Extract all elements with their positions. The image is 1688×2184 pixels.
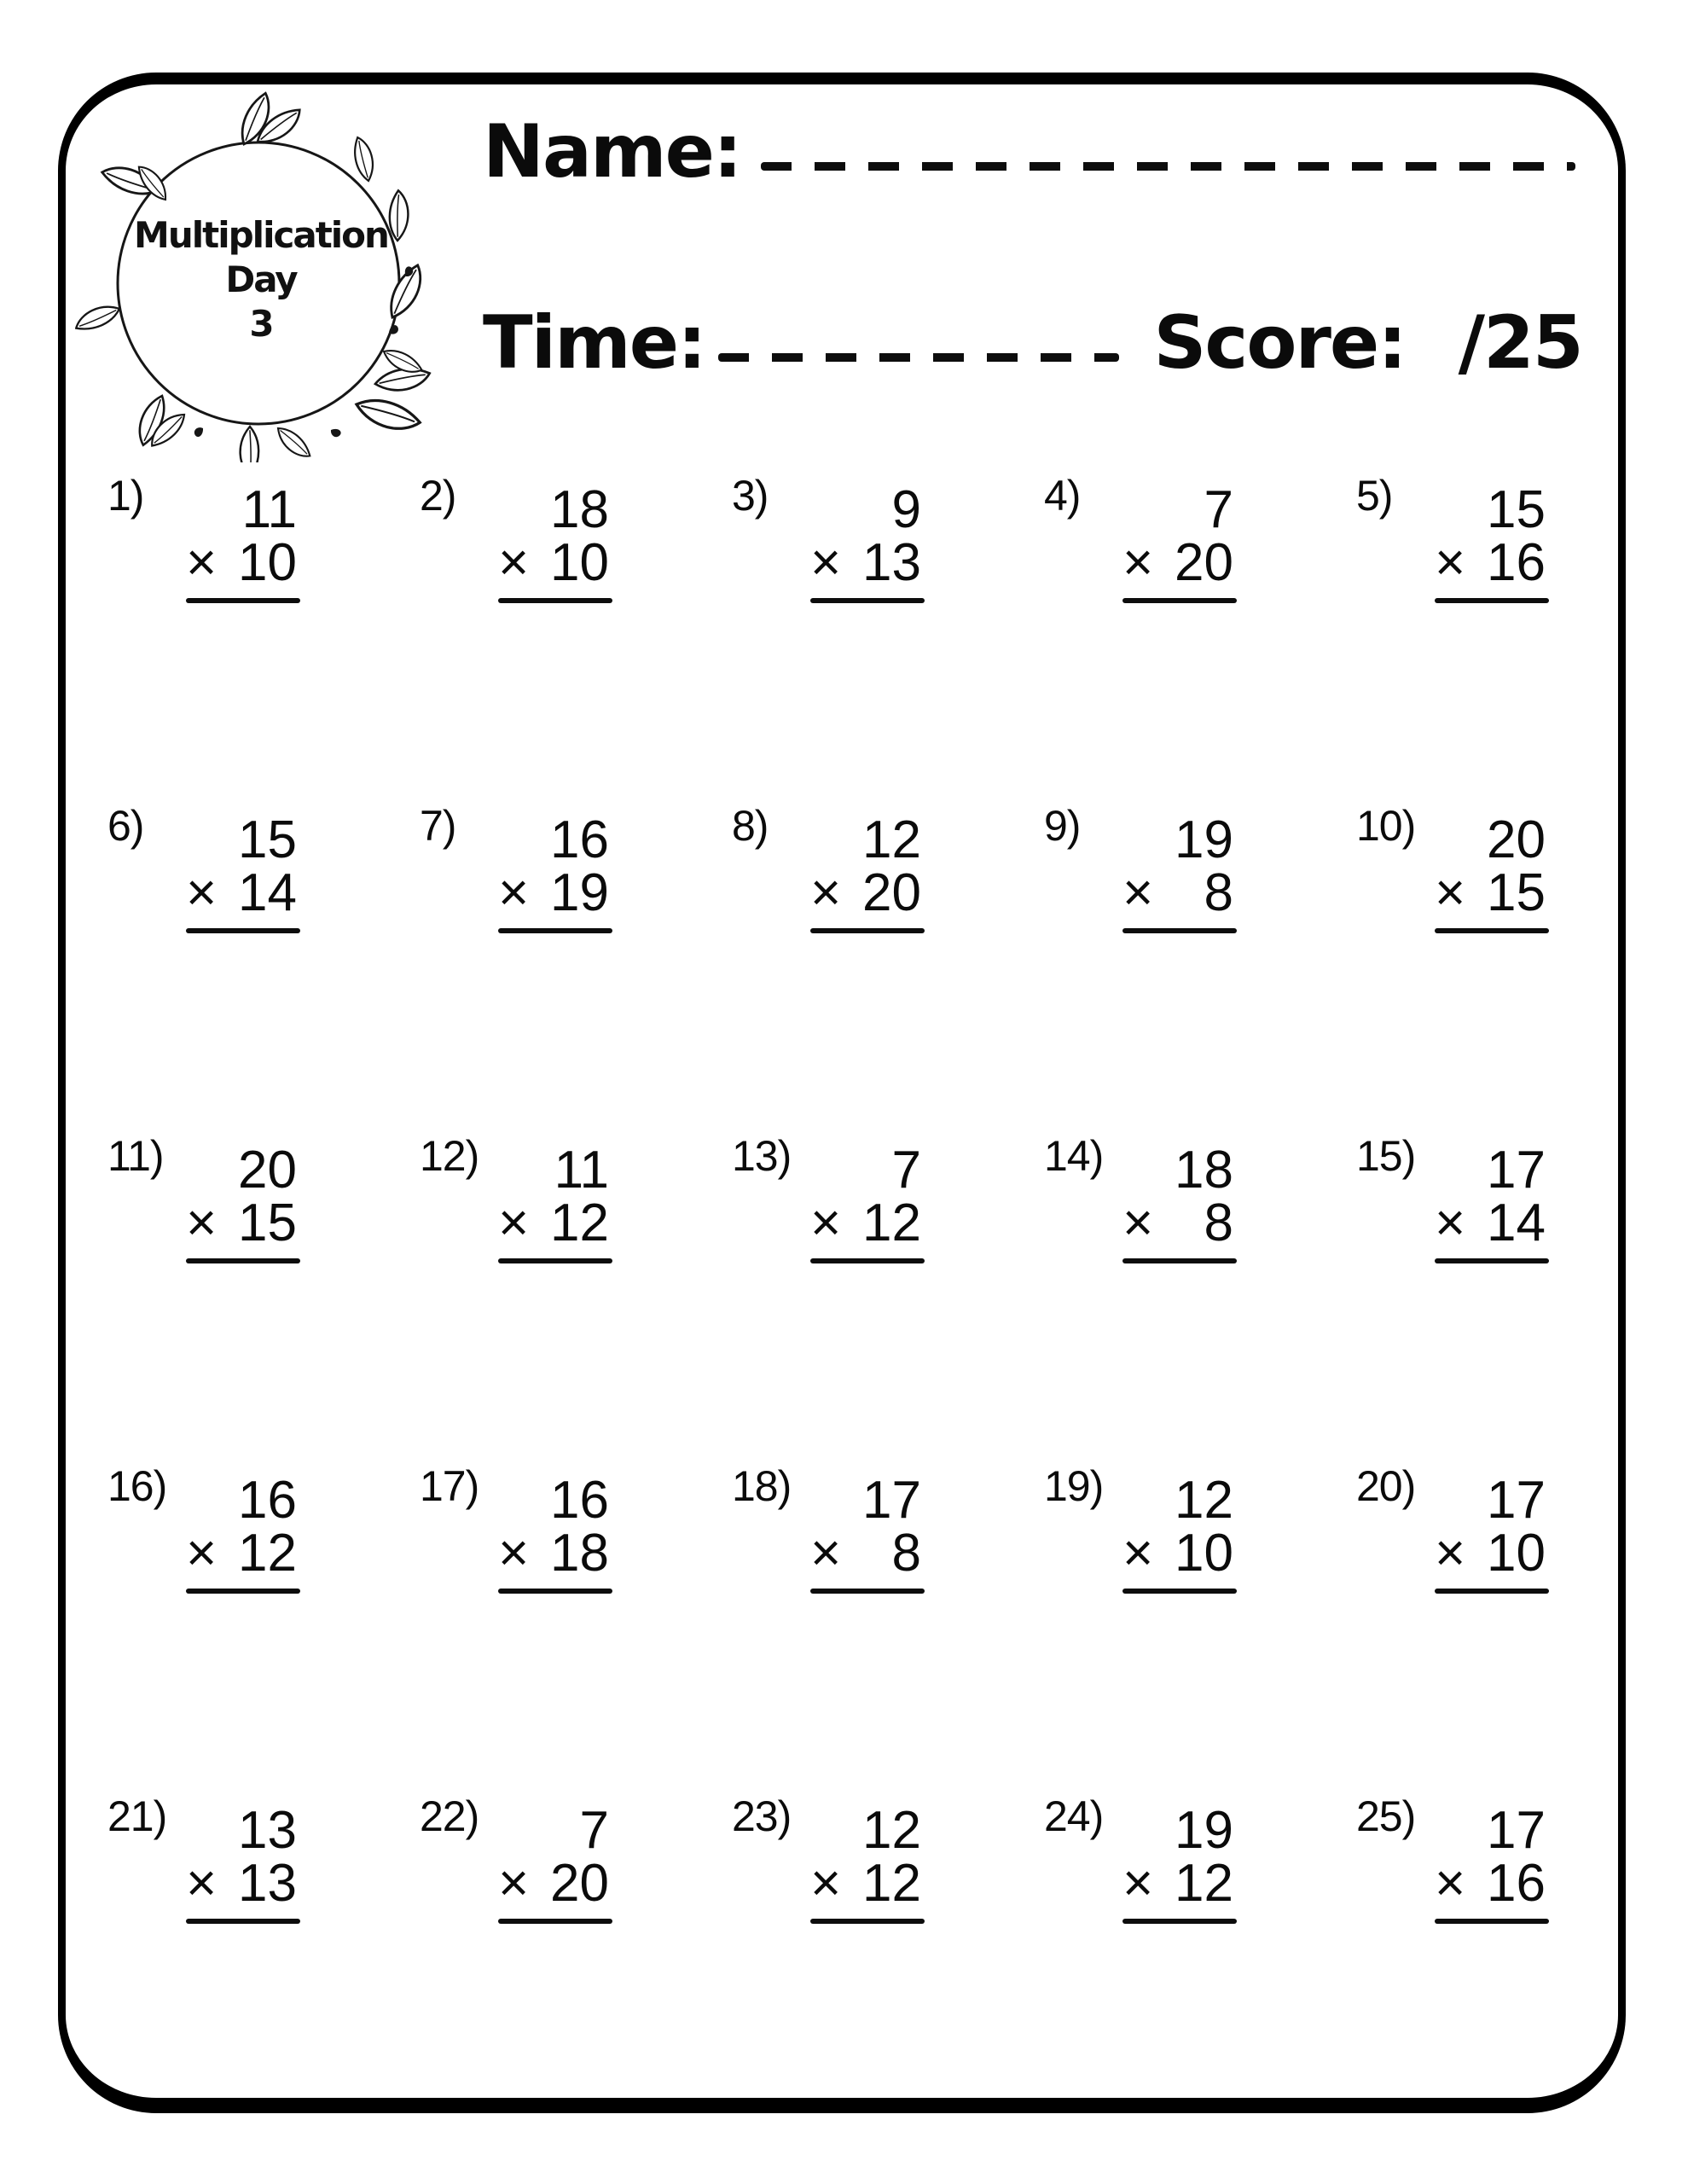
times-icon: × bbox=[810, 863, 842, 922]
problem bbox=[413, 1125, 725, 1455]
times-icon: × bbox=[1122, 1524, 1154, 1583]
problem-body bbox=[810, 795, 925, 1112]
problem-body bbox=[498, 1125, 612, 1443]
problem-number: 16) bbox=[107, 1462, 167, 1510]
answer-space[interactable] bbox=[1435, 1924, 1549, 2103]
answer-space[interactable] bbox=[810, 933, 925, 1112]
multiplier: 12 bbox=[1175, 1854, 1233, 1913]
times-icon: × bbox=[1435, 533, 1466, 592]
name-row bbox=[483, 109, 1575, 195]
multiplier-row bbox=[498, 863, 612, 922]
problem-number: 7) bbox=[420, 802, 456, 850]
problem-body bbox=[1122, 1455, 1237, 1773]
times-icon: × bbox=[498, 1194, 530, 1252]
multiplier-row bbox=[186, 1524, 300, 1583]
times-icon: × bbox=[1435, 1194, 1466, 1252]
answer-space[interactable] bbox=[1435, 603, 1549, 782]
problem-body bbox=[498, 465, 612, 782]
multiplicand: 18 bbox=[1175, 1141, 1233, 1199]
multiplier-row bbox=[810, 533, 925, 592]
multiplicand: 17 bbox=[1487, 1141, 1546, 1199]
answer-space[interactable] bbox=[810, 603, 925, 782]
problem-number: 25) bbox=[1356, 1792, 1416, 1840]
multiplier: 13 bbox=[862, 533, 921, 592]
problem-body bbox=[498, 795, 612, 1112]
problem-body bbox=[1435, 1125, 1549, 1443]
multiplier-row bbox=[810, 863, 925, 922]
times-icon: × bbox=[1122, 1194, 1154, 1252]
problem-body bbox=[1122, 795, 1237, 1112]
problems-grid bbox=[101, 465, 1662, 2116]
multiplier: 20 bbox=[862, 863, 921, 922]
title-line-3: 3 bbox=[249, 303, 273, 345]
problem-body bbox=[1435, 1455, 1549, 1773]
answer-space[interactable] bbox=[186, 1263, 300, 1443]
times-icon: × bbox=[1435, 863, 1466, 922]
answer-space[interactable] bbox=[186, 1594, 300, 1773]
problem-number: 2) bbox=[420, 472, 456, 520]
problem-number: 6) bbox=[107, 802, 144, 850]
problem bbox=[101, 465, 413, 795]
problem bbox=[1349, 465, 1662, 795]
answer-space[interactable] bbox=[186, 603, 300, 782]
answer-space[interactable] bbox=[1435, 1263, 1549, 1443]
multiplier-row bbox=[1435, 1524, 1549, 1583]
multiplier: 20 bbox=[1175, 533, 1233, 592]
problem-number: 9) bbox=[1044, 802, 1081, 850]
multiplier: 8 bbox=[1204, 863, 1233, 922]
multiplicand: 16 bbox=[238, 1471, 297, 1530]
answer-space[interactable] bbox=[186, 1924, 300, 2103]
problem bbox=[413, 1455, 725, 1786]
multiplier: 18 bbox=[550, 1524, 609, 1583]
problem-number: 17) bbox=[420, 1462, 479, 1510]
problem-number: 10) bbox=[1356, 802, 1416, 850]
problem-number: 15) bbox=[1356, 1132, 1416, 1180]
times-icon: × bbox=[186, 863, 218, 922]
times-icon: × bbox=[498, 533, 530, 592]
problem bbox=[1349, 1125, 1662, 1455]
multiplier: 10 bbox=[238, 533, 297, 592]
problem bbox=[413, 1786, 725, 2116]
multiplier: 10 bbox=[1175, 1524, 1233, 1583]
score-value: /25 bbox=[1458, 300, 1582, 386]
multiplicand: 7 bbox=[579, 1801, 609, 1860]
multiplier: 10 bbox=[1487, 1524, 1546, 1583]
multiplicand: 12 bbox=[1175, 1471, 1233, 1530]
worksheet-title bbox=[125, 213, 397, 346]
multiplier: 14 bbox=[1487, 1194, 1546, 1252]
problem-body bbox=[810, 1455, 925, 1773]
multiplicand: 20 bbox=[1487, 810, 1546, 869]
problem bbox=[1037, 1786, 1349, 2116]
multiplicand: 20 bbox=[238, 1141, 297, 1199]
problem-body bbox=[186, 795, 300, 1112]
answer-space[interactable] bbox=[810, 1924, 925, 2103]
problem bbox=[725, 1125, 1037, 1455]
score-label: Score: bbox=[1153, 300, 1406, 386]
name-input-line[interactable] bbox=[761, 162, 1575, 171]
answer-space[interactable] bbox=[1122, 1924, 1237, 2103]
times-icon: × bbox=[186, 1854, 218, 1913]
answer-space[interactable] bbox=[498, 1263, 612, 1443]
problem-body bbox=[498, 1786, 612, 2103]
times-icon: × bbox=[186, 1524, 218, 1583]
multiplier-row bbox=[1122, 1194, 1237, 1252]
problem bbox=[725, 1455, 1037, 1786]
times-icon: × bbox=[186, 1194, 218, 1252]
problem-body bbox=[810, 465, 925, 782]
title-line-2: Day bbox=[225, 258, 297, 300]
problem-number: 3) bbox=[732, 472, 769, 520]
multiplier: 10 bbox=[550, 533, 609, 592]
problem-number: 12) bbox=[420, 1132, 479, 1180]
multiplier: 19 bbox=[550, 863, 609, 922]
problem-number: 24) bbox=[1044, 1792, 1104, 1840]
problem-body bbox=[1122, 465, 1237, 782]
answer-space[interactable] bbox=[1122, 1263, 1237, 1443]
multiplier: 15 bbox=[238, 1194, 297, 1252]
times-icon: × bbox=[1435, 1854, 1466, 1913]
times-icon: × bbox=[498, 1854, 530, 1913]
problem bbox=[725, 795, 1037, 1125]
problem bbox=[101, 795, 413, 1125]
problem-number: 18) bbox=[732, 1462, 792, 1510]
multiplier-row bbox=[498, 1854, 612, 1913]
problem-number: 23) bbox=[732, 1792, 792, 1840]
multiplier-row bbox=[810, 1854, 925, 1913]
problem-body bbox=[1435, 1786, 1549, 2103]
multiplicand: 17 bbox=[862, 1471, 921, 1530]
times-icon: × bbox=[810, 533, 842, 592]
multiplier-row bbox=[810, 1524, 925, 1583]
answer-space[interactable] bbox=[1122, 603, 1237, 782]
answer-space[interactable] bbox=[186, 933, 300, 1112]
answer-space[interactable] bbox=[1122, 1594, 1237, 1773]
multiplicand: 12 bbox=[862, 1801, 921, 1860]
times-icon: × bbox=[1122, 533, 1154, 592]
multiplier: 20 bbox=[550, 1854, 609, 1913]
answer-space[interactable] bbox=[810, 1263, 925, 1443]
times-icon: × bbox=[498, 863, 530, 922]
multiplier: 16 bbox=[1487, 1854, 1546, 1913]
time-label: Time: bbox=[483, 300, 705, 386]
problem bbox=[413, 465, 725, 795]
problem bbox=[1349, 1786, 1662, 2116]
problem bbox=[1349, 1455, 1662, 1786]
multiplier: 8 bbox=[1204, 1194, 1233, 1252]
multiplicand: 12 bbox=[862, 810, 921, 869]
multiplier-row bbox=[186, 863, 300, 922]
problem-body bbox=[810, 1786, 925, 2103]
problem-body bbox=[1122, 1786, 1237, 2103]
problem-number: 21) bbox=[107, 1792, 167, 1840]
problem-body bbox=[1435, 795, 1549, 1112]
problem bbox=[1037, 1125, 1349, 1455]
answer-space[interactable] bbox=[1435, 1594, 1549, 1773]
multiplicand: 9 bbox=[891, 480, 921, 539]
answer-space[interactable] bbox=[498, 1924, 612, 2103]
multiplicand: 19 bbox=[1175, 810, 1233, 869]
answer-space[interactable] bbox=[498, 603, 612, 782]
problem bbox=[101, 1125, 413, 1455]
times-icon: × bbox=[810, 1194, 842, 1252]
multiplier-row bbox=[1435, 863, 1549, 922]
times-icon: × bbox=[1122, 1854, 1154, 1913]
multiplicand: 7 bbox=[1204, 480, 1233, 539]
time-score-row bbox=[483, 300, 1582, 386]
times-icon: × bbox=[1122, 863, 1154, 922]
multiplicand: 11 bbox=[241, 480, 297, 539]
problem-body bbox=[186, 1125, 300, 1443]
multiplier: 8 bbox=[891, 1524, 921, 1583]
multiplier: 12 bbox=[238, 1524, 297, 1583]
times-icon: × bbox=[810, 1524, 842, 1583]
problem-number: 19) bbox=[1044, 1462, 1104, 1510]
multiplier-row bbox=[1122, 1854, 1237, 1913]
worksheet-logo bbox=[75, 61, 484, 462]
problem-body bbox=[498, 1455, 612, 1773]
multiplier-row bbox=[1122, 533, 1237, 592]
multiplier-row bbox=[1435, 1854, 1549, 1913]
multiplier: 12 bbox=[862, 1854, 921, 1913]
times-icon: × bbox=[810, 1854, 842, 1913]
multiplier-row bbox=[186, 1854, 300, 1913]
multiplicand: 17 bbox=[1487, 1471, 1546, 1530]
problem-number: 1) bbox=[107, 472, 144, 520]
multiplicand: 18 bbox=[550, 480, 609, 539]
problem-number: 4) bbox=[1044, 472, 1081, 520]
problem-body bbox=[186, 1455, 300, 1773]
problem-number: 5) bbox=[1356, 472, 1393, 520]
times-icon: × bbox=[1435, 1524, 1466, 1583]
multiplicand: 17 bbox=[1487, 1801, 1546, 1860]
multiplier: 12 bbox=[550, 1194, 609, 1252]
problem-number: 22) bbox=[420, 1792, 479, 1840]
answer-space[interactable] bbox=[810, 1594, 925, 1773]
multiplicand: 13 bbox=[238, 1801, 297, 1860]
problem bbox=[1037, 795, 1349, 1125]
problem bbox=[725, 1786, 1037, 2116]
problem-number: 8) bbox=[732, 802, 769, 850]
multiplicand: 16 bbox=[550, 810, 609, 869]
answer-space[interactable] bbox=[1435, 933, 1549, 1112]
multiplier-row bbox=[1435, 533, 1549, 592]
problem bbox=[101, 1455, 413, 1786]
multiplier-row bbox=[498, 1194, 612, 1252]
problem bbox=[1037, 1455, 1349, 1786]
multiplicand: 19 bbox=[1175, 1801, 1233, 1860]
multiplier-row bbox=[1122, 863, 1237, 922]
multiplier: 13 bbox=[238, 1854, 297, 1913]
multiplier-row bbox=[1435, 1194, 1549, 1252]
answer-space[interactable] bbox=[1122, 933, 1237, 1112]
answer-space[interactable] bbox=[498, 1594, 612, 1773]
multiplier: 16 bbox=[1487, 533, 1546, 592]
problem bbox=[725, 465, 1037, 795]
multiplier-row bbox=[498, 1524, 612, 1583]
multiplicand: 15 bbox=[1487, 480, 1546, 539]
times-icon: × bbox=[498, 1524, 530, 1583]
answer-space[interactable] bbox=[498, 933, 612, 1112]
multiplier: 14 bbox=[238, 863, 297, 922]
multiplier-row bbox=[1122, 1524, 1237, 1583]
problem-number: 14) bbox=[1044, 1132, 1104, 1180]
multiplicand: 11 bbox=[554, 1141, 609, 1199]
problem bbox=[101, 1786, 413, 2116]
problem-body bbox=[1122, 1125, 1237, 1443]
multiplier-row bbox=[186, 1194, 300, 1252]
problem bbox=[1349, 795, 1662, 1125]
multiplicand: 15 bbox=[238, 810, 297, 869]
problem-number: 13) bbox=[732, 1132, 792, 1180]
problem-body bbox=[810, 1125, 925, 1443]
multiplier-row bbox=[186, 533, 300, 592]
problem-body bbox=[1435, 465, 1549, 782]
multiplicand: 7 bbox=[891, 1141, 921, 1199]
multiplier-row bbox=[498, 533, 612, 592]
multiplier: 12 bbox=[862, 1194, 921, 1252]
times-icon: × bbox=[186, 533, 218, 592]
problem bbox=[1037, 465, 1349, 795]
multiplier: 15 bbox=[1487, 863, 1546, 922]
title-line-1: Multiplication bbox=[134, 214, 388, 256]
problem bbox=[413, 795, 725, 1125]
problem-number: 11) bbox=[107, 1132, 164, 1180]
time-input-line[interactable] bbox=[718, 353, 1119, 362]
problem-body bbox=[186, 465, 300, 782]
problem-number: 20) bbox=[1356, 1462, 1416, 1510]
multiplicand: 16 bbox=[550, 1471, 609, 1530]
problem-body bbox=[186, 1786, 300, 2103]
multiplier-row bbox=[810, 1194, 925, 1252]
name-label: Name: bbox=[483, 109, 741, 195]
